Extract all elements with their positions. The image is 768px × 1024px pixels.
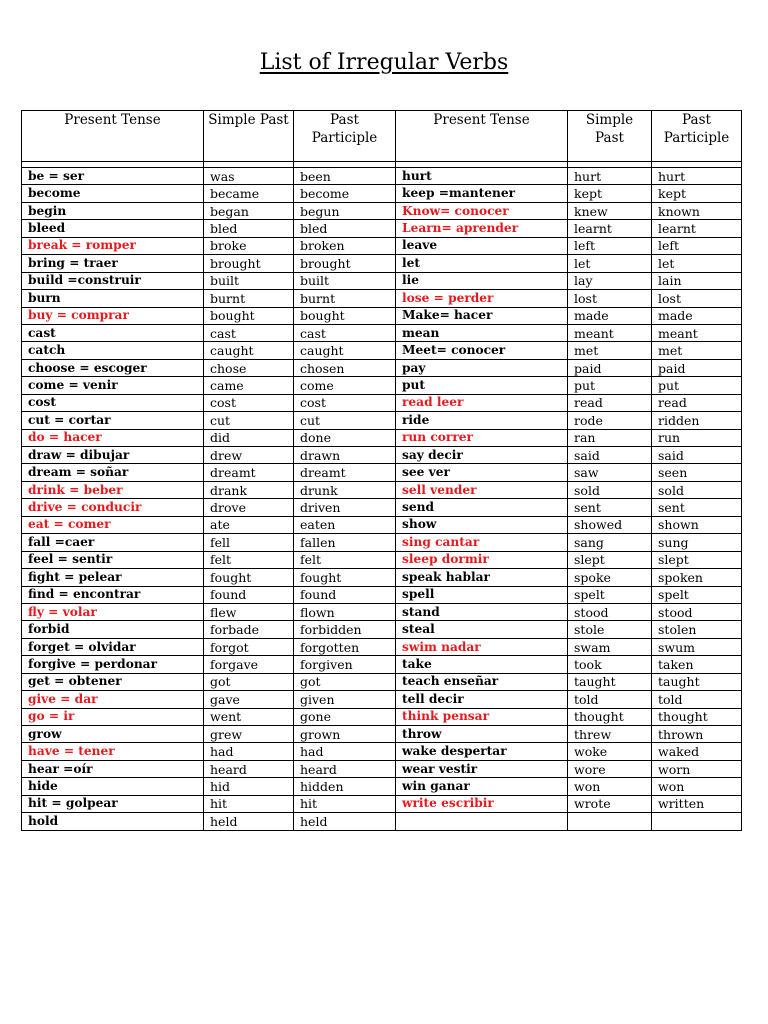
left-past-participle-cell: heard bbox=[294, 760, 396, 777]
right-simple-past-cell: stood bbox=[568, 603, 652, 620]
table-row bbox=[22, 237, 742, 254]
table-row bbox=[22, 220, 742, 237]
table-row bbox=[22, 691, 742, 708]
right-present-tense-cell: write escribir bbox=[396, 795, 568, 812]
left-simple-past-cell: cut bbox=[204, 412, 294, 429]
right-present-tense-cell: take bbox=[396, 656, 568, 673]
header-row bbox=[22, 111, 742, 162]
left-past-participle-cell: hit bbox=[294, 795, 396, 812]
left-simple-past-cell: forbade bbox=[204, 621, 294, 638]
right-past-participle-cell: lost bbox=[652, 290, 742, 307]
right-simple-past-cell: meant bbox=[568, 324, 652, 341]
left-present-tense-cell: fly = volar bbox=[22, 603, 204, 620]
left-simple-past-cell: did bbox=[204, 429, 294, 446]
right-simple-past-cell: spelt bbox=[568, 586, 652, 603]
left-past-participle-cell: grown bbox=[294, 726, 396, 743]
right-simple-past-cell: hurt bbox=[568, 168, 652, 185]
header-simple-past-right: Simple Past bbox=[568, 111, 652, 162]
right-simple-past-cell: woke bbox=[568, 743, 652, 760]
right-past-participle-cell: learnt bbox=[652, 220, 742, 237]
right-present-tense-cell: tell decir bbox=[396, 691, 568, 708]
right-past-participle-cell: paid bbox=[652, 359, 742, 376]
left-present-tense-cell: build =construir bbox=[22, 272, 204, 289]
left-present-tense-cell: become bbox=[22, 185, 204, 202]
left-past-participle-cell: brought bbox=[294, 255, 396, 272]
right-simple-past-cell bbox=[568, 813, 652, 830]
right-simple-past-cell: taught bbox=[568, 673, 652, 690]
left-present-tense-cell: eat = comer bbox=[22, 516, 204, 533]
right-simple-past-cell: let bbox=[568, 255, 652, 272]
left-past-participle-cell: forgotten bbox=[294, 638, 396, 655]
left-past-participle-cell: cut bbox=[294, 412, 396, 429]
left-simple-past-cell: bought bbox=[204, 307, 294, 324]
left-simple-past-cell: fell bbox=[204, 534, 294, 551]
table-row bbox=[22, 726, 742, 743]
left-past-participle-cell: cost bbox=[294, 394, 396, 411]
right-simple-past-cell: saw bbox=[568, 464, 652, 481]
left-past-participle-cell: found bbox=[294, 586, 396, 603]
right-simple-past-cell: threw bbox=[568, 726, 652, 743]
right-present-tense-cell: wake despertar bbox=[396, 743, 568, 760]
left-present-tense-cell: feel = sentir bbox=[22, 551, 204, 568]
left-present-tense-cell: hit = golpear bbox=[22, 795, 204, 812]
right-present-tense-cell: throw bbox=[396, 726, 568, 743]
right-past-participle-cell: spelt bbox=[652, 586, 742, 603]
left-past-participle-cell: become bbox=[294, 185, 396, 202]
right-simple-past-cell: thought bbox=[568, 708, 652, 725]
right-present-tense-cell: let bbox=[396, 255, 568, 272]
left-present-tense-cell: catch bbox=[22, 342, 204, 359]
left-present-tense-cell: have = tener bbox=[22, 743, 204, 760]
table-row bbox=[22, 516, 742, 533]
left-simple-past-cell: broke bbox=[204, 237, 294, 254]
right-present-tense-cell: see ver bbox=[396, 464, 568, 481]
table-row bbox=[22, 656, 742, 673]
right-simple-past-cell: read bbox=[568, 394, 652, 411]
right-past-participle-cell: kept bbox=[652, 185, 742, 202]
right-simple-past-cell: said bbox=[568, 447, 652, 464]
right-simple-past-cell: stole bbox=[568, 621, 652, 638]
right-past-participle-cell: lain bbox=[652, 272, 742, 289]
right-present-tense-cell: win ganar bbox=[396, 778, 568, 795]
left-simple-past-cell: began bbox=[204, 202, 294, 219]
table-row bbox=[22, 569, 742, 586]
left-present-tense-cell: cut = cortar bbox=[22, 412, 204, 429]
right-past-participle-cell: met bbox=[652, 342, 742, 359]
left-past-participle-cell: gone bbox=[294, 708, 396, 725]
right-simple-past-cell: swam bbox=[568, 638, 652, 655]
right-simple-past-cell: put bbox=[568, 377, 652, 394]
right-simple-past-cell: wrote bbox=[568, 795, 652, 812]
right-present-tense-cell: leave bbox=[396, 237, 568, 254]
right-past-participle-cell: taken bbox=[652, 656, 742, 673]
right-past-participle-cell: written bbox=[652, 795, 742, 812]
left-past-participle-cell: driven bbox=[294, 499, 396, 516]
right-past-participle-cell: sold bbox=[652, 481, 742, 498]
left-simple-past-cell: forgave bbox=[204, 656, 294, 673]
left-past-participle-cell: given bbox=[294, 691, 396, 708]
right-present-tense-cell bbox=[396, 813, 568, 830]
right-past-participle-cell: taught bbox=[652, 673, 742, 690]
right-present-tense-cell: Know= conocer bbox=[396, 202, 568, 219]
table-row bbox=[22, 429, 742, 446]
right-simple-past-cell: sent bbox=[568, 499, 652, 516]
left-past-participle-cell: felt bbox=[294, 551, 396, 568]
left-past-participle-cell: begun bbox=[294, 202, 396, 219]
right-simple-past-cell: spoke bbox=[568, 569, 652, 586]
left-past-participle-cell: drunk bbox=[294, 481, 396, 498]
left-present-tense-cell: find = encontrar bbox=[22, 586, 204, 603]
left-present-tense-cell: bleed bbox=[22, 220, 204, 237]
right-present-tense-cell: spell bbox=[396, 586, 568, 603]
right-past-participle-cell: stolen bbox=[652, 621, 742, 638]
left-present-tense-cell: hide bbox=[22, 778, 204, 795]
left-past-participle-cell: done bbox=[294, 429, 396, 446]
right-present-tense-cell: show bbox=[396, 516, 568, 533]
table-row bbox=[22, 447, 742, 464]
left-simple-past-cell: drew bbox=[204, 447, 294, 464]
left-simple-past-cell: built bbox=[204, 272, 294, 289]
left-past-participle-cell: fought bbox=[294, 569, 396, 586]
header-past-participle-right: Past Participle bbox=[652, 111, 742, 162]
table-row bbox=[22, 272, 742, 289]
table-row bbox=[22, 185, 742, 202]
table-row bbox=[22, 342, 742, 359]
header-present-tense-right: Present Tense bbox=[396, 111, 568, 162]
left-simple-past-cell: went bbox=[204, 708, 294, 725]
right-past-participle-cell: won bbox=[652, 778, 742, 795]
left-simple-past-cell: grew bbox=[204, 726, 294, 743]
right-present-tense-cell: teach enseñar bbox=[396, 673, 568, 690]
left-present-tense-cell: forbid bbox=[22, 621, 204, 638]
right-past-participle-cell: ridden bbox=[652, 412, 742, 429]
left-simple-past-cell: got bbox=[204, 673, 294, 690]
left-present-tense-cell: go = ir bbox=[22, 708, 204, 725]
table-row bbox=[22, 813, 742, 830]
left-simple-past-cell: fought bbox=[204, 569, 294, 586]
right-simple-past-cell: wore bbox=[568, 760, 652, 777]
table-row bbox=[22, 412, 742, 429]
right-present-tense-cell: mean bbox=[396, 324, 568, 341]
left-present-tense-cell: cost bbox=[22, 394, 204, 411]
left-past-participle-cell: had bbox=[294, 743, 396, 760]
right-past-participle-cell: made bbox=[652, 307, 742, 324]
table-row bbox=[22, 202, 742, 219]
table-row bbox=[22, 708, 742, 725]
right-present-tense-cell: sell vender bbox=[396, 481, 568, 498]
left-past-participle-cell: hidden bbox=[294, 778, 396, 795]
left-present-tense-cell: drive = conducir bbox=[22, 499, 204, 516]
right-past-participle-cell: shown bbox=[652, 516, 742, 533]
right-simple-past-cell: knew bbox=[568, 202, 652, 219]
left-present-tense-cell: grow bbox=[22, 726, 204, 743]
left-present-tense-cell: hold bbox=[22, 813, 204, 830]
table-row bbox=[22, 760, 742, 777]
left-present-tense-cell: buy = comprar bbox=[22, 307, 204, 324]
right-present-tense-cell: Learn= aprender bbox=[396, 220, 568, 237]
left-simple-past-cell: gave bbox=[204, 691, 294, 708]
left-simple-past-cell: became bbox=[204, 185, 294, 202]
left-simple-past-cell: forgot bbox=[204, 638, 294, 655]
right-past-participle-cell: known bbox=[652, 202, 742, 219]
right-past-participle-cell: left bbox=[652, 237, 742, 254]
left-present-tense-cell: fall =caer bbox=[22, 534, 204, 551]
left-past-participle-cell: eaten bbox=[294, 516, 396, 533]
right-present-tense-cell: steal bbox=[396, 621, 568, 638]
left-past-participle-cell: fallen bbox=[294, 534, 396, 551]
header-past-participle-left: Past Participle bbox=[294, 111, 396, 162]
table-row bbox=[22, 255, 742, 272]
left-present-tense-cell: forget = olvidar bbox=[22, 638, 204, 655]
table-row bbox=[22, 638, 742, 655]
table-row bbox=[22, 394, 742, 411]
right-past-participle-cell: hurt bbox=[652, 168, 742, 185]
left-past-participle-cell: built bbox=[294, 272, 396, 289]
left-present-tense-cell: come = venir bbox=[22, 377, 204, 394]
right-past-participle-cell bbox=[652, 813, 742, 830]
table-row bbox=[22, 743, 742, 760]
right-present-tense-cell: send bbox=[396, 499, 568, 516]
left-simple-past-cell: drove bbox=[204, 499, 294, 516]
right-simple-past-cell: paid bbox=[568, 359, 652, 376]
table-row bbox=[22, 481, 742, 498]
header-present-tense-left: Present Tense bbox=[22, 111, 204, 162]
right-simple-past-cell: rode bbox=[568, 412, 652, 429]
left-simple-past-cell: hit bbox=[204, 795, 294, 812]
left-present-tense-cell: drink = beber bbox=[22, 481, 204, 498]
right-simple-past-cell: met bbox=[568, 342, 652, 359]
left-past-participle-cell: bled bbox=[294, 220, 396, 237]
left-simple-past-cell: felt bbox=[204, 551, 294, 568]
right-simple-past-cell: kept bbox=[568, 185, 652, 202]
left-present-tense-cell: be = ser bbox=[22, 168, 204, 185]
left-past-participle-cell: dreamt bbox=[294, 464, 396, 481]
right-present-tense-cell: keep =mantener bbox=[396, 185, 568, 202]
left-simple-past-cell: burnt bbox=[204, 290, 294, 307]
irregular-verbs-table bbox=[21, 110, 742, 831]
right-past-participle-cell: stood bbox=[652, 603, 742, 620]
right-simple-past-cell: ran bbox=[568, 429, 652, 446]
right-past-participle-cell: waked bbox=[652, 743, 742, 760]
left-present-tense-cell: burn bbox=[22, 290, 204, 307]
left-past-participle-cell: chosen bbox=[294, 359, 396, 376]
right-present-tense-cell: put bbox=[396, 377, 568, 394]
left-past-participle-cell: held bbox=[294, 813, 396, 830]
right-past-participle-cell: sent bbox=[652, 499, 742, 516]
right-simple-past-cell: made bbox=[568, 307, 652, 324]
verb-rows bbox=[22, 162, 742, 831]
left-simple-past-cell: came bbox=[204, 377, 294, 394]
left-past-participle-cell: got bbox=[294, 673, 396, 690]
table-row bbox=[22, 464, 742, 481]
table-row bbox=[22, 534, 742, 551]
right-past-participle-cell: swum bbox=[652, 638, 742, 655]
right-simple-past-cell: lost bbox=[568, 290, 652, 307]
right-past-participle-cell: said bbox=[652, 447, 742, 464]
right-present-tense-cell: speak hablar bbox=[396, 569, 568, 586]
left-present-tense-cell: draw = dibujar bbox=[22, 447, 204, 464]
left-simple-past-cell: cost bbox=[204, 394, 294, 411]
table-row bbox=[22, 324, 742, 341]
table-row bbox=[22, 377, 742, 394]
right-present-tense-cell: stand bbox=[396, 603, 568, 620]
right-present-tense-cell: sleep dormir bbox=[396, 551, 568, 568]
right-past-participle-cell: let bbox=[652, 255, 742, 272]
right-present-tense-cell: think pensar bbox=[396, 708, 568, 725]
right-simple-past-cell: took bbox=[568, 656, 652, 673]
left-past-participle-cell: burnt bbox=[294, 290, 396, 307]
table-row bbox=[22, 359, 742, 376]
right-past-participle-cell: worn bbox=[652, 760, 742, 777]
right-simple-past-cell: showed bbox=[568, 516, 652, 533]
left-simple-past-cell: flew bbox=[204, 603, 294, 620]
right-simple-past-cell: told bbox=[568, 691, 652, 708]
right-past-participle-cell: told bbox=[652, 691, 742, 708]
table-row bbox=[22, 499, 742, 516]
table-row bbox=[22, 307, 742, 324]
left-simple-past-cell: chose bbox=[204, 359, 294, 376]
right-past-participle-cell: spoken bbox=[652, 569, 742, 586]
table-row bbox=[22, 603, 742, 620]
table-row bbox=[22, 168, 742, 185]
left-simple-past-cell: dreamt bbox=[204, 464, 294, 481]
table-row bbox=[22, 586, 742, 603]
left-past-participle-cell: come bbox=[294, 377, 396, 394]
right-present-tense-cell: ride bbox=[396, 412, 568, 429]
left-simple-past-cell: drank bbox=[204, 481, 294, 498]
left-past-participle-cell: cast bbox=[294, 324, 396, 341]
left-present-tense-cell: choose = escoger bbox=[22, 359, 204, 376]
right-simple-past-cell: left bbox=[568, 237, 652, 254]
right-present-tense-cell: wear vestir bbox=[396, 760, 568, 777]
table-row bbox=[22, 795, 742, 812]
right-simple-past-cell: sang bbox=[568, 534, 652, 551]
table-row bbox=[22, 290, 742, 307]
right-present-tense-cell: Make= hacer bbox=[396, 307, 568, 324]
left-simple-past-cell: hid bbox=[204, 778, 294, 795]
header-simple-past-left: Simple Past bbox=[204, 111, 294, 162]
page-title: List of Irregular Verbs bbox=[259, 50, 509, 75]
left-past-participle-cell: flown bbox=[294, 603, 396, 620]
table-row bbox=[22, 621, 742, 638]
right-present-tense-cell: sing cantar bbox=[396, 534, 568, 551]
left-present-tense-cell: fight = pelear bbox=[22, 569, 204, 586]
left-simple-past-cell: held bbox=[204, 813, 294, 830]
table-row bbox=[22, 778, 742, 795]
left-simple-past-cell: ate bbox=[204, 516, 294, 533]
left-present-tense-cell: begin bbox=[22, 202, 204, 219]
right-simple-past-cell: lay bbox=[568, 272, 652, 289]
right-present-tense-cell: read leer bbox=[396, 394, 568, 411]
left-present-tense-cell: bring = traer bbox=[22, 255, 204, 272]
right-simple-past-cell: slept bbox=[568, 551, 652, 568]
right-past-participle-cell: read bbox=[652, 394, 742, 411]
right-present-tense-cell: hurt bbox=[396, 168, 568, 185]
table-row bbox=[22, 551, 742, 568]
left-simple-past-cell: cast bbox=[204, 324, 294, 341]
left-simple-past-cell: found bbox=[204, 586, 294, 603]
right-present-tense-cell: Meet= conocer bbox=[396, 342, 568, 359]
left-past-participle-cell: broken bbox=[294, 237, 396, 254]
right-past-participle-cell: thrown bbox=[652, 726, 742, 743]
right-present-tense-cell: say decir bbox=[396, 447, 568, 464]
right-present-tense-cell: pay bbox=[396, 359, 568, 376]
right-past-participle-cell: thought bbox=[652, 708, 742, 725]
left-simple-past-cell: brought bbox=[204, 255, 294, 272]
right-simple-past-cell: won bbox=[568, 778, 652, 795]
left-present-tense-cell: dream = soñar bbox=[22, 464, 204, 481]
left-simple-past-cell: bled bbox=[204, 220, 294, 237]
right-past-participle-cell: run bbox=[652, 429, 742, 446]
table-row bbox=[22, 673, 742, 690]
left-past-participle-cell: caught bbox=[294, 342, 396, 359]
left-present-tense-cell: forgive = perdonar bbox=[22, 656, 204, 673]
left-present-tense-cell: get = obtener bbox=[22, 673, 204, 690]
left-simple-past-cell: caught bbox=[204, 342, 294, 359]
left-past-participle-cell: drawn bbox=[294, 447, 396, 464]
left-past-participle-cell: forbidden bbox=[294, 621, 396, 638]
right-simple-past-cell: sold bbox=[568, 481, 652, 498]
right-past-participle-cell: seen bbox=[652, 464, 742, 481]
right-simple-past-cell: learnt bbox=[568, 220, 652, 237]
right-past-participle-cell: meant bbox=[652, 324, 742, 341]
left-present-tense-cell: give = dar bbox=[22, 691, 204, 708]
left-present-tense-cell: cast bbox=[22, 324, 204, 341]
right-present-tense-cell: lose = perder bbox=[396, 290, 568, 307]
right-past-participle-cell: put bbox=[652, 377, 742, 394]
left-present-tense-cell: hear =oír bbox=[22, 760, 204, 777]
right-present-tense-cell: swim nadar bbox=[396, 638, 568, 655]
left-present-tense-cell: break = romper bbox=[22, 237, 204, 254]
right-present-tense-cell: lie bbox=[396, 272, 568, 289]
left-simple-past-cell: heard bbox=[204, 760, 294, 777]
left-past-participle-cell: been bbox=[294, 168, 396, 185]
left-simple-past-cell: had bbox=[204, 743, 294, 760]
left-simple-past-cell: was bbox=[204, 168, 294, 185]
left-past-participle-cell: bought bbox=[294, 307, 396, 324]
right-past-participle-cell: sung bbox=[652, 534, 742, 551]
right-present-tense-cell: run correr bbox=[396, 429, 568, 446]
left-past-participle-cell: forgiven bbox=[294, 656, 396, 673]
left-present-tense-cell: do = hacer bbox=[22, 429, 204, 446]
right-past-participle-cell: slept bbox=[652, 551, 742, 568]
